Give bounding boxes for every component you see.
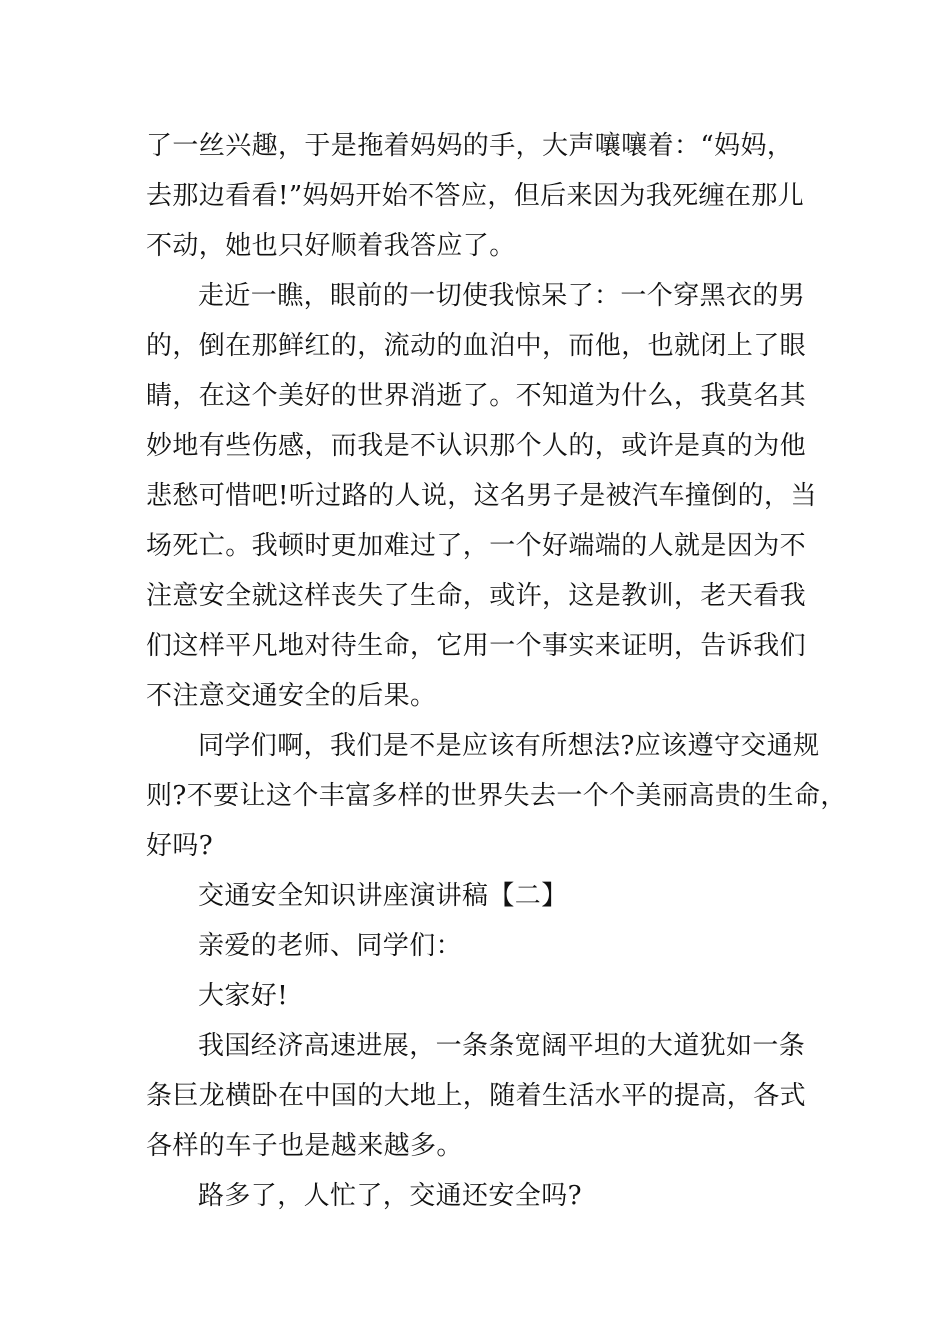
greeting: 大家好! (198, 981, 289, 1011)
section-heading: 交通安全知识讲座演讲稿【二】 (198, 881, 568, 911)
text-line: 的，倒在那鲜红的，流动的血泊中，而他，也就闭上了眼 (146, 331, 807, 361)
text-line: 睛，在这个美好的世界消逝了。不知道为什么，我莫名其 (146, 381, 807, 411)
text-line: 不注意交通安全的后果。 (146, 681, 437, 711)
text-line: 去那边看看!”妈妈开始不答应，但后来因为我死缠在那儿 (146, 181, 805, 211)
text-line: 们这样平凡地对待生命，它用一个事实来证明，告诉我们 (146, 631, 807, 661)
text-line: 悲愁可惜吧!听过路的人说，这名男子是被汽车撞倒的，当 (146, 481, 817, 511)
text-line: 我国经济高速进展，一条条宽阔平坦的大道犹如一条 (198, 1031, 806, 1061)
text-line: 好吗? (146, 831, 214, 861)
text-line: 路多了，人忙了，交通还安全吗? (198, 1181, 582, 1211)
text-line: 了一丝兴趣，于是拖着妈妈的手，大声嚷嚷着：“妈妈， (146, 131, 794, 161)
text-line: 各样的车子也是越来越多。 (146, 1131, 463, 1161)
document-body (146, 121, 847, 1221)
text-line: 注意安全就这样丧失了生命，或许，这是教训，老天看我 (146, 581, 807, 611)
text-line: 条巨龙横卧在中国的大地上，随着生活水平的提高，各式 (146, 1081, 807, 1111)
salutation: 亲爱的老师、同学们： (198, 931, 463, 961)
text-line: 不动，她也只好顺着我答应了。 (146, 231, 516, 261)
text-line: 走近一瞧，眼前的一切使我惊呆了：一个穿黑衣的男 (198, 281, 806, 311)
text-line: 则?不要让这个丰富多样的世界失去一个个美丽高贵的生命， (146, 781, 847, 811)
text-line: 妙地有些伤感，而我是不认识那个人的，或许是真的为他 (146, 431, 807, 461)
text-line: 场死亡。我顿时更加难过了，一个好端端的人就是因为不 (146, 531, 807, 561)
text-line: 同学们啊，我们是不是应该有所想法?应该遵守交通规 (198, 731, 820, 761)
